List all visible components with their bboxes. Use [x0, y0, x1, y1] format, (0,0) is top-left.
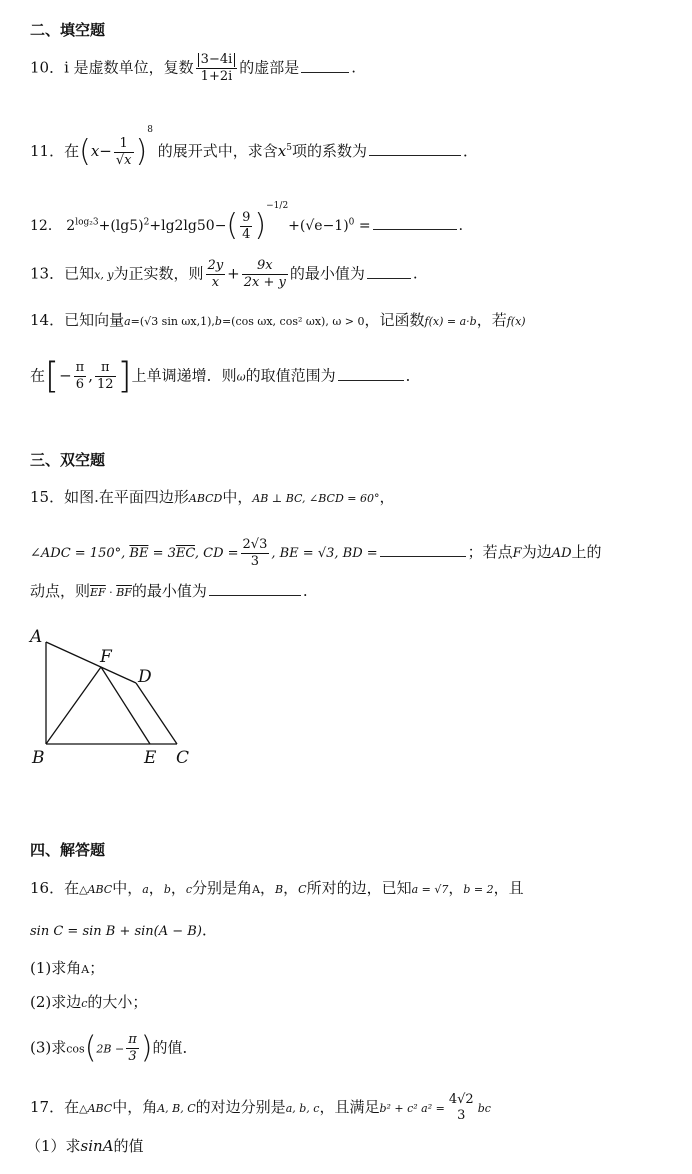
- q16-tri: △ABC: [79, 883, 113, 896]
- question-16-line-2: [30, 920, 678, 942]
- q15-vec-ef: $\overline{EF}$: [90, 586, 106, 599]
- q15-line1c: ，: [379, 488, 395, 506]
- section-answer-heading: 四、解答题: [30, 841, 106, 859]
- question-10: [30, 52, 678, 85]
- q17-sides: a, b, c: [285, 1102, 320, 1115]
- q15-line1b: 中，: [222, 488, 253, 506]
- q15-cond1: AB ⊥ BC, ∠BCD = 60°: [252, 492, 380, 505]
- q16-sep: ，: [283, 879, 299, 897]
- answer-blank: [380, 542, 466, 557]
- geometry-figure: [26, 622, 216, 772]
- label-f: F: [100, 647, 112, 667]
- q15-point-f: F: [512, 546, 522, 561]
- q14-func: f(x) = a·b: [424, 315, 477, 328]
- answer-blank: [301, 58, 349, 73]
- q11-fraction: [114, 136, 134, 169]
- q13-f2-den: 2x + y: [243, 275, 286, 290]
- q16-angle-c: C: [298, 883, 307, 896]
- q17-cond: b² + c² a² =: [379, 1102, 445, 1115]
- answer-blank: [209, 581, 301, 596]
- edge-ad: [46, 642, 136, 683]
- q15-line1a: 如图.在平面四边形: [64, 488, 189, 506]
- label-d: D: [138, 667, 152, 687]
- question-16-part-3: (3)求cos(2B − $\frac{\pi}{3}$ )的值．: [30, 1030, 198, 1066]
- q16-p3-num: π: [128, 1032, 137, 1047]
- q16-p1-a: (1)求角: [30, 959, 82, 977]
- question-number: 16．: [30, 879, 65, 897]
- answer-blank: [373, 215, 457, 230]
- q16-p3-fraction: [126, 1032, 139, 1065]
- q15-line2-c: , CD =: [194, 546, 239, 561]
- q15-vec-be: $\overline{BE}$: [129, 546, 149, 561]
- question-16-part-1: [30, 958, 678, 980]
- q14-interval-left: [74, 360, 87, 393]
- q14-eq-a: =(√3 sin ωx,1),: [130, 315, 215, 328]
- q15-cd-den: 3: [250, 554, 260, 569]
- q14-vec-b: b: [214, 315, 222, 328]
- q12-fraction: [240, 210, 252, 243]
- q15-line3-b: 的最小值为: [131, 582, 207, 600]
- q11-frac-den: √x: [115, 152, 132, 168]
- q16-line2-end: ．: [201, 921, 217, 939]
- q11-text3: 项的系数为: [291, 142, 367, 160]
- label-a: A: [30, 627, 43, 647]
- q14-end: ．: [405, 366, 421, 385]
- q10-end: .: [351, 58, 357, 77]
- q16-line1-e: ，且: [493, 879, 524, 897]
- q16-line1-b: 中，: [112, 879, 143, 897]
- q12-part6: =: [358, 218, 371, 234]
- q13-end: .: [412, 264, 418, 283]
- answer-blank: [369, 141, 461, 156]
- question-11: 11．在(x− $\frac{1}{√x}$ )$^8$ 的展开式中，求含$x^5$项的系数为 ．: [30, 125, 478, 169]
- q15-vec-ec: $\overline{EC}$: [175, 546, 195, 561]
- q13-fraction-1: [206, 258, 226, 291]
- question-15-line-2: [30, 537, 678, 570]
- q17-frac-num: 4√2: [448, 1092, 474, 1107]
- q15-line2-g: 上的: [571, 543, 602, 561]
- q17-p1-b: 的值: [113, 1137, 144, 1155]
- q17-text4: ，且满足: [319, 1098, 380, 1116]
- q16-side-a: a: [142, 883, 149, 896]
- q12-frac-den: 4: [242, 226, 251, 242]
- q15-cd-num: 2√3: [242, 537, 268, 552]
- q16-sep: ，: [148, 879, 164, 897]
- q14-text1: 已知向量: [64, 311, 125, 329]
- q17-fraction: [447, 1092, 476, 1124]
- q15-dot: ·: [105, 586, 117, 599]
- q14-int-right-num: π: [95, 360, 116, 377]
- q13-f1-num: 2y: [207, 258, 224, 273]
- q16-p1-angle: A: [81, 963, 90, 976]
- q17-bc: bc: [477, 1102, 491, 1115]
- q10-text2: 的虚部是: [239, 58, 300, 77]
- question-number: 10．: [30, 58, 65, 77]
- label-c: C: [176, 748, 190, 768]
- answer-blank: [367, 264, 411, 279]
- q10-numerator: 3−4i: [198, 53, 236, 67]
- q12-part1: 2: [66, 218, 76, 234]
- q11-power: 8: [147, 125, 153, 135]
- q12-part1-exp: log₂3: [75, 217, 99, 228]
- q15-line3-a: 动点，则: [30, 582, 91, 600]
- q15-line2-d: , BE = √3, BD =: [271, 546, 378, 561]
- question-13: [30, 258, 678, 291]
- q14-vec-a: a: [124, 315, 131, 328]
- q16-line1-a: 在: [64, 879, 80, 897]
- q13-f2-num: 9x: [242, 258, 288, 275]
- q12-part5-exp: 0: [348, 217, 355, 228]
- q16-p2-b: 的大小；: [87, 993, 148, 1011]
- q11-term-power: 5: [286, 143, 292, 153]
- q14-eq-b: =(cos ωx, cos² ωx), ω > 0: [221, 315, 365, 328]
- q16-side-b: b: [163, 883, 171, 896]
- q16-p3-cos: cos: [66, 1042, 85, 1056]
- q14-int-left-num: π: [75, 360, 85, 375]
- q15-line2-b: = 3: [148, 546, 176, 561]
- q14-interval-right: [95, 360, 116, 393]
- q16-p3-a: (3)求: [30, 1038, 67, 1057]
- q13-plus: +: [227, 264, 240, 283]
- q12-part5: +(√e−1): [288, 218, 349, 234]
- q14-func2: f(x): [506, 315, 526, 328]
- section-fill-in-heading: 二、填空题: [30, 21, 106, 39]
- question-14: [30, 310, 678, 332]
- q12-end: ．: [458, 218, 473, 234]
- question-number: 13．: [30, 264, 65, 283]
- q16-sep: ，: [170, 879, 186, 897]
- q15-line2-e: ；若点: [467, 543, 513, 561]
- q14-text2: ，记函数: [364, 311, 425, 329]
- q13-text2: 为正实数，则: [113, 264, 204, 283]
- q11-term: x: [277, 142, 287, 160]
- question-16-part-2: [30, 992, 678, 1014]
- q14-line2-text3: 的取值范围为: [245, 366, 336, 385]
- label-b: B: [32, 748, 45, 768]
- q15-end: .: [302, 582, 308, 600]
- q13-fraction-2: [242, 258, 288, 291]
- q10-denominator: 1+2i: [200, 69, 233, 84]
- q15-edge-ad: AD: [551, 546, 572, 561]
- q11-end: ．: [462, 142, 478, 160]
- q16-p2-side: c: [81, 997, 88, 1010]
- question-15-line-3: [30, 581, 678, 603]
- question-number: 17．: [30, 1098, 65, 1116]
- q11-text2: 的展开式中，求含: [157, 142, 278, 160]
- q16-sep: ，: [260, 879, 276, 897]
- q14-int-right-den: 12: [96, 377, 114, 392]
- q16-p1-b: ；: [89, 959, 105, 977]
- q15-line2-a: ∠ADC = 150°,: [30, 546, 130, 561]
- question-15: [30, 487, 678, 509]
- q11-x: x: [90, 142, 100, 160]
- q11-text1: 在: [64, 142, 80, 160]
- q17-text2: 中，角: [112, 1098, 158, 1116]
- q12-frac-num: 9: [242, 209, 251, 225]
- q11-frac-num: 1: [114, 136, 134, 153]
- q17-text3: 的对边分别是: [195, 1098, 286, 1116]
- label-e: E: [144, 748, 157, 768]
- q16-angle-a: A: [252, 883, 261, 896]
- q14-line2-text2: 上单调递增．则: [131, 366, 237, 385]
- q15-cd-fraction: [241, 537, 270, 570]
- q13-text1: 已知: [64, 264, 95, 283]
- q13-vars: x, y: [94, 268, 114, 282]
- q14-omega: ω: [236, 370, 246, 384]
- question-16: [30, 878, 678, 900]
- q12-part2: +(lg5): [98, 218, 144, 234]
- q16-p3-den: 3: [128, 1049, 137, 1064]
- q17-text1: 在: [64, 1098, 80, 1116]
- q17-frac-den: 3: [457, 1108, 466, 1123]
- question-number: 15．: [30, 488, 65, 506]
- q14-line2-text1: 在: [30, 366, 46, 385]
- q17-angles: A, B, C: [157, 1102, 196, 1115]
- q15-vec-bf: $\overline{BF}$: [116, 586, 132, 599]
- q15-line2-f: 为边: [521, 543, 552, 561]
- q16-equation: sin C = sin B + sin(A − B): [30, 924, 202, 939]
- q10-fraction: [196, 52, 238, 85]
- q16-p3-b: 的值．: [152, 1038, 198, 1057]
- question-12: 12． $2^{log_23}+(\lg 5)^2+\lg 2\lg 50-$( $\frac{9}{4}$ )$^{-1/2}+(√e-1)^0$ = ．: [30, 201, 473, 243]
- q17-tri: △ABC: [79, 1102, 113, 1115]
- q10-text1: i 是虚数单位，复数: [64, 58, 194, 77]
- section-double-blank-heading: 三、双空题: [30, 451, 106, 469]
- q13-text3: 的最小值为: [289, 264, 365, 283]
- q16-line1-c: 分别是角: [192, 879, 253, 897]
- q12-part4-exp: −1/2: [266, 201, 289, 211]
- q17-p1: （1）求: [26, 1137, 81, 1155]
- question-17-part-1: [26, 1136, 678, 1156]
- q12-part3: +lg2lg50−: [149, 218, 227, 234]
- q13-f1-den: x: [211, 275, 220, 290]
- q14-int-left-den: 6: [75, 377, 85, 392]
- q12-part2-exp: 2: [143, 217, 150, 228]
- question-number: 11．: [30, 142, 65, 160]
- question-14-line-2: 在[− $\frac{\pi}{6}$ , $\frac{\pi}{12}$ ]上单调递增．则ω的取值范围为 ．: [30, 355, 421, 397]
- segment-bf: [46, 667, 101, 744]
- q16-p2-a: (2)求边: [30, 993, 82, 1011]
- question-17: [30, 1092, 678, 1124]
- q14-text3: ，若: [476, 311, 507, 329]
- q16-cond-b: b = 2: [463, 883, 494, 896]
- question-number: 14．: [30, 311, 65, 329]
- q17-p1-math: sinA: [80, 1137, 114, 1155]
- answer-blank: [338, 366, 404, 381]
- q16-angle-b: B: [275, 883, 284, 896]
- edge-dc: [136, 683, 177, 744]
- q16-p3-2b: 2B −: [96, 1042, 125, 1056]
- q16-cond-a: a = √7: [411, 883, 449, 896]
- q16-line1-d: 所对的边，已知: [306, 879, 412, 897]
- q15-abcd: ABCD: [188, 492, 223, 505]
- question-number: 12．: [30, 218, 62, 234]
- q16-sep: ，: [448, 879, 464, 897]
- q16-side-c: c: [185, 883, 193, 896]
